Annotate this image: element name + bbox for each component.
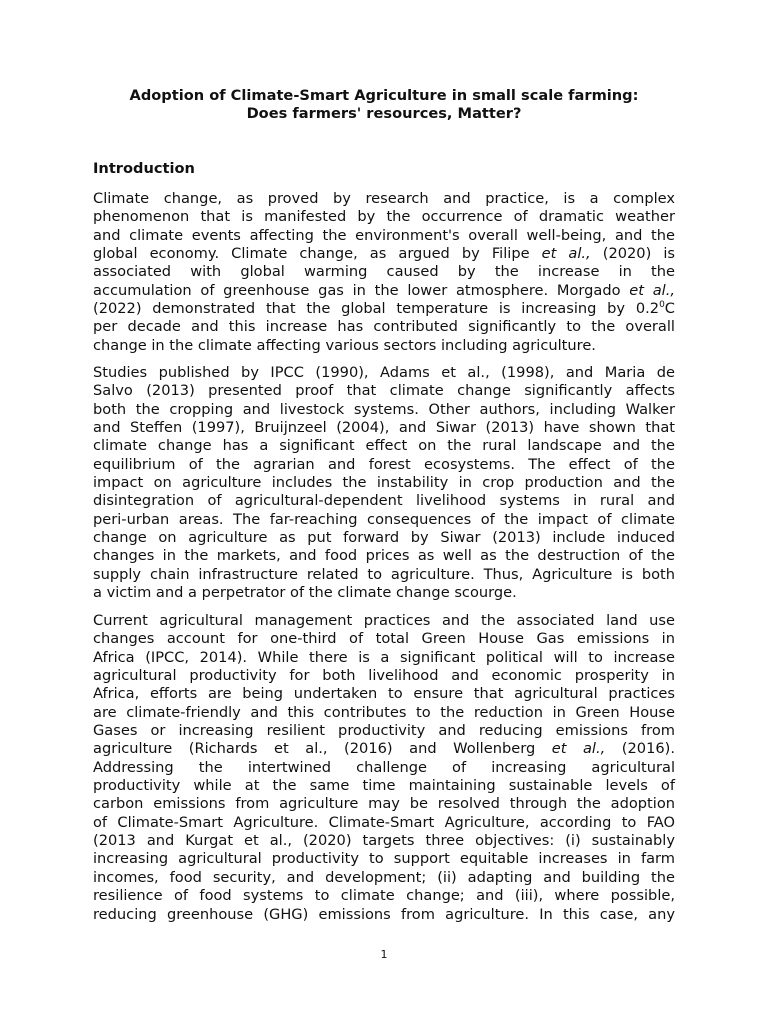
text-run: Gases or increasing resilient productivity and reducing emissions from [93,722,675,740]
title-line-2: Does farmers' resources, Matter? [246,105,522,123]
text-run: Studies published by IPCC (1990), Adams et al., (1998), and Maria de [93,364,675,381]
text-run: and climate events affecting the environment's overall well-being, and the [93,226,675,244]
paragraph-line [93,547,675,565]
superscript-text: 0 [659,300,665,311]
paragraph-line [93,401,675,419]
paragraph-line [93,887,675,905]
paragraph-line [93,722,675,740]
text-run: resilience of food systems to climate change; and (iii), where possible, [93,887,675,905]
paragraph-line [93,245,675,263]
text-run: reducing greenhouse (GHG) emissions from agriculture. In this case, any [93,905,675,923]
paragraph-line [93,208,675,226]
paragraph-line [93,263,675,281]
paragraph-line [93,869,675,887]
paragraph-line [93,814,675,832]
text-run: of Climate-Smart Agriculture. Climate-Smart Agriculture, according to FAO [93,813,675,831]
document-title [93,87,675,124]
text-run: (2022) demonstrated that the global temperature is increasing by 0.2 [93,300,660,318]
paragraph-line [93,777,675,795]
text-run: agriculture (Richards et al., (2016) and Wollenberg [93,740,552,758]
paragraph-line [93,667,675,685]
text-run: climate change has a significant effect on the rural landscape and the [93,437,675,455]
text-run: peri-urban areas. The far-reaching consequences of the impact of climate [93,510,675,528]
paragraph-line [93,318,675,336]
text-run: supply chain infrastructure related to agriculture. Thus, Agriculture is both [93,565,675,583]
text-run: disintegration of agricultural-dependent livelihood systems in rural and [93,492,675,510]
paragraph-line [93,382,675,400]
text-run: agricultural productivity for both livelihood and economic prosperity in [93,667,675,685]
paragraph-line [93,227,675,245]
paragraph-line [93,300,675,318]
paragraph-line [93,566,675,584]
text-run: are climate-friendly and this contributes to the reduction in Green House [93,703,675,721]
paragraph-line [93,492,675,510]
text-run: increasing agricultural productivity to support equitable increases in farm [93,850,675,868]
text-run: Salvo (2013) presented proof that climate change significantly affects [93,382,675,400]
paragraph-line [93,584,675,602]
text-run: Current agricultural management practices and the associated land use [93,612,675,629]
text-run: (2013 and Kurgat et al., (2020) targets three objectives: (i) sustainably [93,832,675,850]
paragraph-line [93,337,675,355]
paragraph-line [93,282,675,300]
text-run: Climate change, as proved by research and practice, is a complex [93,190,675,207]
text-run: global economy. Climate change, as argued by Filipe [93,245,542,263]
paragraph-line [93,474,675,492]
paragraph-3 [93,612,675,924]
text-run: accumulation of greenhouse gas in the lower atmosphere. Morgado [93,281,630,299]
text-run: productivity while at the same time maintaining sustainable levels of [93,777,675,795]
text-run: and Steffen (1997), Bruijnzeel (2004), and Siwar (2013) have shown that [93,419,675,437]
paragraph-line [93,759,675,777]
paragraph-line [93,906,675,924]
italic-text: et al., [551,740,606,758]
text-run: change in the climate affecting various sectors including agriculture. [93,336,596,354]
paragraph-line [93,529,675,547]
paragraph-line [93,437,675,455]
text-run: phenomenon that is manifested by the occurrence of dramatic weather [93,208,675,226]
paragraph-line [93,419,675,437]
text-run: change on agriculture as put forward by Siwar (2013) include induced [93,529,675,547]
text-run: Africa, efforts are being undertaken to ensure that agricultural practices [93,685,675,703]
text-run: C [664,300,675,318]
text-run: per decade and this increase has contributed significantly to the overall [93,318,675,336]
text-run: impact on agriculture includes the instability in crop production and the [93,474,675,492]
paragraph-line [93,850,675,868]
text-run: (2016). [605,740,675,758]
paragraph-line [93,612,675,630]
paragraph-line [93,364,675,382]
text-run: (2020) is [590,245,675,263]
paragraph-line [93,630,675,648]
text-run: both the cropping and livestock systems. Other authors, including Walker [93,400,675,418]
text-run: a victim and a perpetrator of the climate change scourge. [93,584,517,602]
italic-text: et al., [629,281,675,299]
title-line-1: Adoption of Climate-Smart Agriculture in small scale farming: [129,87,639,104]
text-run: changes in the markets, and food prices as well as the destruction of the [93,547,675,565]
paragraph-line [93,795,675,813]
paragraph-line [93,649,675,667]
paragraph-1 [93,190,675,355]
paragraph-line [93,190,675,208]
text-run: incomes, food security, and development; (ii) adapting and building the [93,868,675,886]
text-run: carbon emissions from agriculture may be resolved through the adoption [93,795,675,813]
text-run: Africa (IPCC, 2014). While there is a significant political will to increase [93,648,675,666]
text-run: Addressing the intertwined challenge of increasing agricultural [93,758,675,776]
page-number: 1 [380,948,388,961]
text-run: changes account for one-third of total Green House Gas emissions in [93,630,675,648]
paragraph-line [93,511,675,529]
section-heading: Introduction [93,160,195,177]
paragraph-line [93,740,675,758]
paragraph-2 [93,364,675,602]
paragraph-line [93,685,675,703]
paragraph-line [93,704,675,722]
paragraph-line [93,456,675,474]
italic-text: et al., [541,245,591,263]
text-run: associated with global warming caused by the increase in the [93,263,675,281]
paragraph-line [93,832,675,850]
text-run: equilibrium of the agrarian and forest ecosystems. The effect of the [93,455,675,473]
